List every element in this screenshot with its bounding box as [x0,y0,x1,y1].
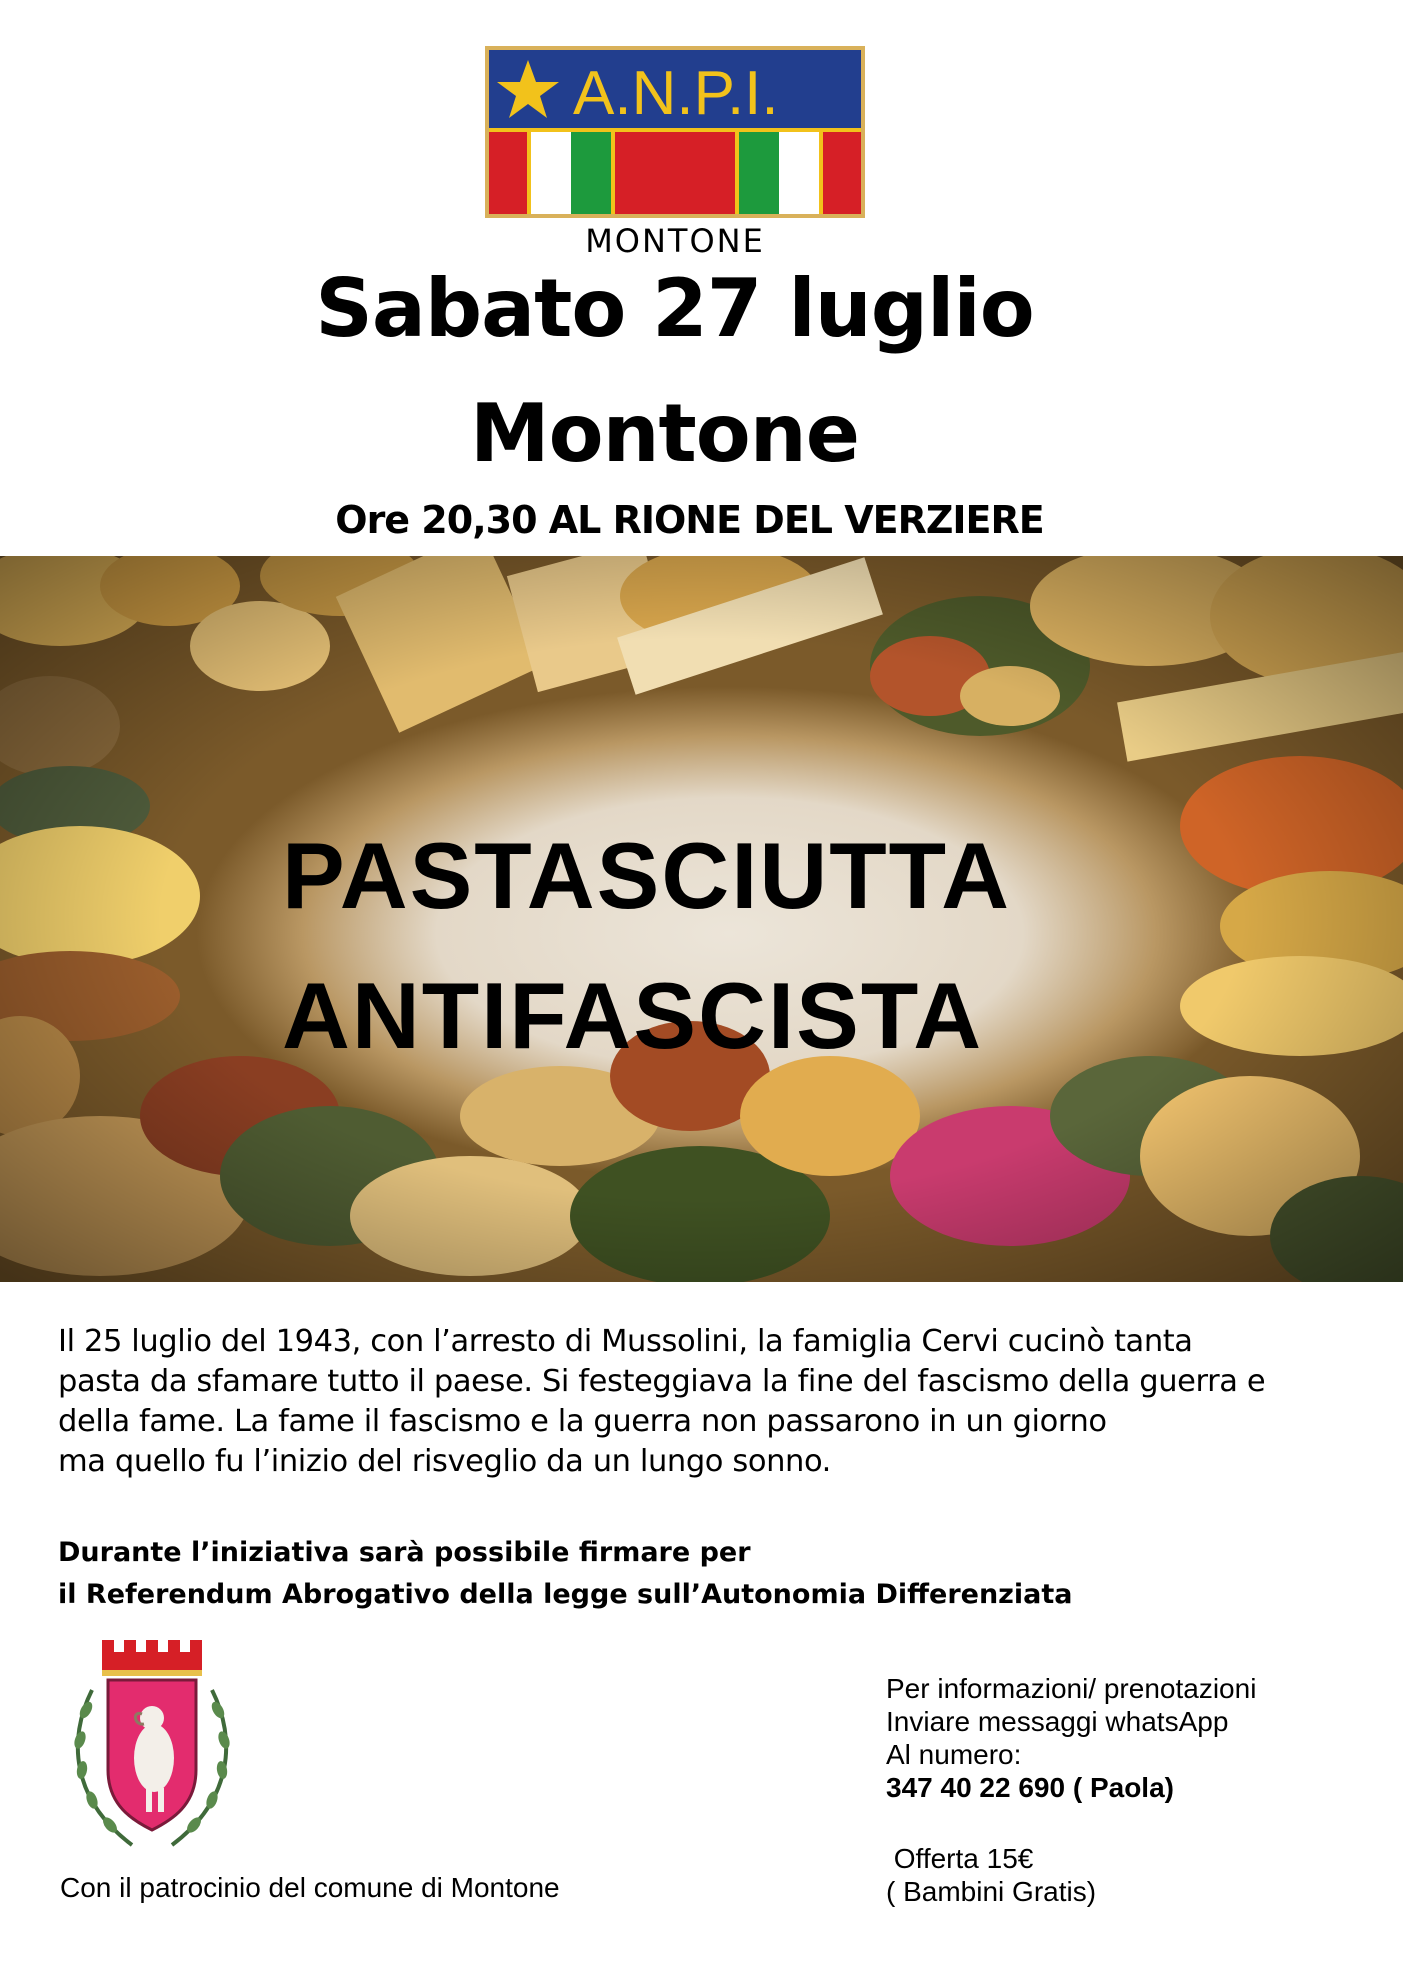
contact-line: Al numero: [886,1739,1022,1770]
contact-info [886,1672,1256,1804]
notice-line: Durante l’iniziativa sarà possibile firmare per [58,1537,751,1568]
story-line: pasta da sfamare tutto il paese. Si festeggiava la fine del fascismo della guerra e [58,1364,1266,1399]
referendum-notice [58,1532,1378,1616]
story-paragraph [58,1322,1378,1482]
offer-price: Offerta 15€ [886,1843,1034,1874]
contact-line: Inviare messaggi whatsApp [886,1706,1229,1737]
offer-info [886,1842,1096,1908]
anpi-logo-text: A.N.P.I. [573,59,779,128]
headline-line-2: ANTIFASCISTA [282,963,984,1068]
contact-line: Per informazioni/ prenotazioni [886,1673,1257,1704]
story-line: ma quello fu l’inizio del risveglio da un lungo sonno. [58,1444,831,1479]
anpi-logo [485,46,865,218]
patronage-text: Con il patrocinio del comune di Montone [60,1872,560,1903]
story-line: Il 25 luglio del 1943, con l’arresto di Mussolini, la famiglia Cervi cucinò tanta [58,1324,1193,1359]
story-line: della fame. La fame il fascismo e la guerra non passarono in un giorno [58,1404,1107,1439]
offer-note: ( Bambini Gratis) [886,1876,1097,1907]
headline-line-1: PASTASCIUTTA [282,823,1011,928]
logo-subtitle: MONTONE [585,222,765,260]
notice-line: il Referendum Abrogativo della legge sull’Autonomia Differenziata [58,1579,1073,1610]
event-time: Ore 20,30 AL RIONE DEL VERZIERE [335,498,1044,542]
event-date: Sabato 27 luglio [315,262,1034,355]
montone-crest-icon [72,1630,232,1862]
contact-phone: 347 40 22 690 ( Paola) [886,1772,1174,1803]
event-place: Montone [470,387,859,480]
headline [282,806,1182,1086]
